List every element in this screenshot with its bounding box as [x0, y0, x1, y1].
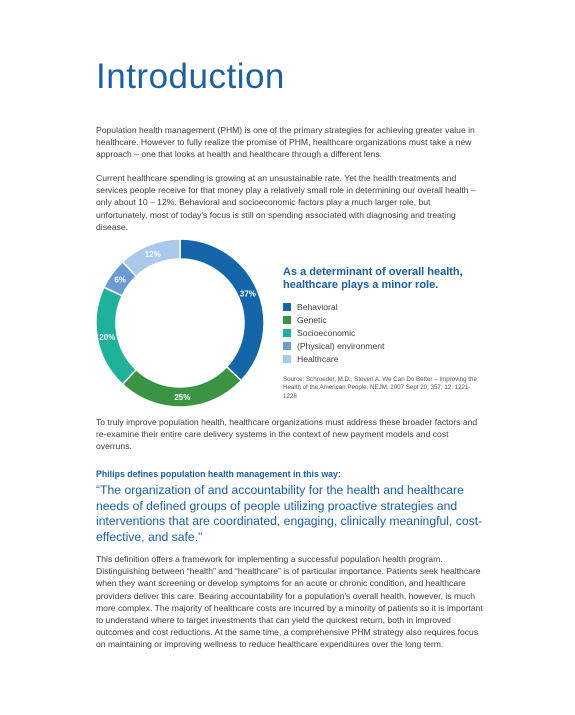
donut-label-socioeconomic: 20% — [99, 332, 116, 342]
legend-label-environment: (Physical) environment — [297, 340, 385, 351]
legend-label-genetic: Genetic — [297, 314, 327, 325]
donut-chart-svg — [90, 238, 270, 408]
intro-paragraph-1: Population health management (PHM) is one of the primary strategies for achieving greater value in healthcare. However to fully realize the promise of PHM, healthcare organizations must take a new approach – one that looks at health and healthcare through a different lens. — [96, 125, 475, 160]
legend-item-behavioral — [283, 300, 473, 313]
legend-item-environment — [283, 339, 473, 352]
legend-item-genetic — [283, 313, 473, 326]
legend-label-socioeconomic: Socioeconomic — [297, 327, 356, 338]
definition-quote: “The organization of and accountability for the health and healthcare needs of defined groups of people utilizing proactive strategies and interventions that are coordinated, engaging, clinically meaningful, cost-effective, and safe.” — [96, 483, 483, 544]
legend-swatch-behavioral — [283, 303, 291, 311]
legend-label-behavioral: Behavioral — [297, 301, 338, 312]
legend-swatch-socioeconomic — [283, 329, 291, 337]
chart-title: As a determinant of overall health, healthcare plays a minor role. — [283, 266, 463, 291]
chart-legend — [283, 300, 473, 365]
chart-source: Source: Schroeder, M.D., Steven A. We Can Do Better – Improving the Health of the American People. NEJM. 2007 Sept 20; 357; 12: 1221-1228 — [283, 376, 477, 400]
legend-item-healthcare — [283, 352, 473, 365]
donut-chart — [90, 238, 270, 408]
legend-label-healthcare: Healthcare — [297, 353, 339, 364]
legend-item-socioeconomic — [283, 326, 473, 339]
legend-swatch-healthcare — [283, 355, 291, 363]
intro-paragraph-3: To truly improve population health, healthcare organizations must address these broader factors and re-examine their entire care delivery systems in the context of new payment models and cost overruns. — [96, 417, 478, 452]
donut-label-genetic: 25% — [174, 392, 191, 402]
legend-swatch-environment — [283, 342, 291, 350]
legend-swatch-genetic — [283, 316, 291, 324]
page-title: Introduction — [96, 57, 285, 96]
intro-paragraph-2: Current healthcare spending is growing at an unsustainable rate. Yet the health treatments and services people receive for that money play a relatively small role in determining our overall health – only about 10 – 12%. Behavioral and socioeconomic factors play a much larger role, but unfortunately, most of today's focus is still on spending associated with diagnosing and treating disease. — [96, 173, 476, 232]
definition-heading: Philips defines population health management in this way: — [96, 469, 341, 479]
intro-paragraph-4: This definition offers a framework for implementing a successful population health program. Distinguishing between “health” and “healthcare” is of particular importance. Patients seek healthcare when they want screening or develop symptoms for an acute or chronic condition, and healthcare providers deliver this care. Bearing accountability for a population's overall health, however, is much more complex. The majority of healthcare costs are incurred by a minority of patients so it is important to understand where to target investments that can yield the quickest return, both in improved outcomes and cost reductions. At the same time, a comprehensive PHM strategy also requires focus on maintaining or improving wellness to reduce healthcare expenditures over the long term. — [96, 554, 483, 650]
donut-label-physical-environment: 6% — [114, 275, 126, 285]
donut-label-healthcare: 12% — [144, 250, 161, 260]
donut-slice-behavioral — [180, 239, 264, 381]
donut-label-behavioral: 37% — [239, 289, 256, 299]
